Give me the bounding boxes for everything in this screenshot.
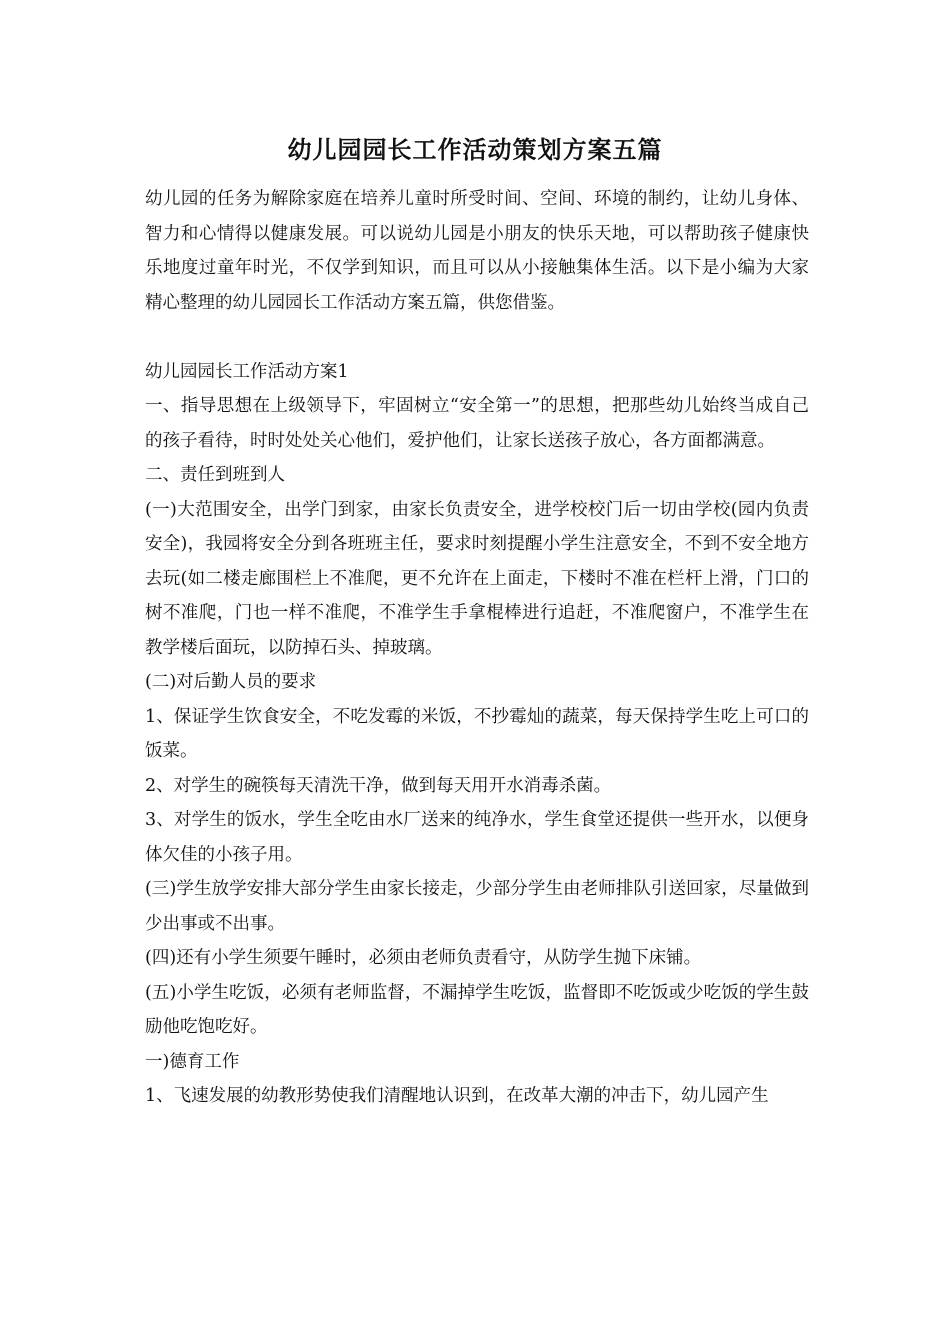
document-title: 幼儿园园长工作活动策划方案五篇 bbox=[287, 135, 663, 164]
document-body bbox=[145, 182, 809, 1114]
intro-paragraph: 幼儿园的任务为解除家庭在培养儿童时所受时间、空间、环境的制约，让幼儿身体、智力和心情得以健康发展。可以说幼儿园是小朋友的快乐天地，可以帮助孩子健康快乐地度过童年时光，不仅学到知识，而且可以从小接触集体生活。以下是小编为大家精心整理的幼儿园园长工作活动方案五篇，供您借鉴。 bbox=[145, 189, 809, 313]
paragraph: 3、对学生的饭水，学生全吃由水厂送来的纯净水，学生食堂还提供一些开水，以便身体欠佳的小孩子用。 bbox=[145, 810, 809, 865]
paragraph: 1、飞速发展的幼教形势使我们清醒地认识到，在改革大潮的冲击下，幼儿园产生 bbox=[145, 1086, 769, 1106]
paragraph: (五)小学生吃饭，必须有老师监督，不漏掉学生吃饭，监督即不吃饭或少吃饭的学生鼓励他吃饱吃好。 bbox=[145, 982, 809, 1037]
paragraph: 2、对学生的碗筷每天清洗干净，做到每天用开水消毒杀菌。 bbox=[145, 775, 612, 796]
paragraph: (一)大范围安全，出学门到家，由家长负责安全，进学校校门后一切由学校(园内负责安全)，我园将安全分到各班班主任，要求时刻提醒小学生注意安全，不到不安全地方去玩(如二楼走廊围栏上不准爬，更不允许在上面走，下楼时不准在栏杆上滑，门口的树不准爬，门也一样不准爬，不准学生手拿棍棒进行追赶，不准爬窗户，不准学生在教学楼后面玩，以防掉石头、掉玻璃。 bbox=[145, 499, 809, 658]
paragraph: 一)德育工作 bbox=[145, 1051, 240, 1072]
section-heading: 幼儿园园长工作活动方案1 bbox=[145, 361, 349, 382]
paragraph: (四)还有小学生须要午睡时，必须由老师负责看守，从防学生抛下床铺。 bbox=[145, 948, 702, 968]
paragraph: 1、保证学生饮食安全，不吃发霉的米饭，不抄霉灿的蔬菜，每天保持学生吃上可口的饭菜。 bbox=[145, 706, 809, 761]
paragraph-gap bbox=[145, 320, 809, 355]
paragraph: (三)学生放学安排大部分学生由家长接走，少部分学生由老师排队引送回家，尽量做到少出事或不出事。 bbox=[145, 879, 809, 934]
paragraph: (二)对后勤人员的要求 bbox=[145, 672, 317, 692]
paragraph: 二、责任到班到人 bbox=[145, 465, 285, 485]
paragraph: 一、指导思想在上级领导下，牢固树立“安全第一”的思想，把那些幼儿始终当成自己的孩子看待，时时处处关心他们，爱护他们，让家长送孩子放心，各方面都满意。 bbox=[145, 396, 809, 451]
